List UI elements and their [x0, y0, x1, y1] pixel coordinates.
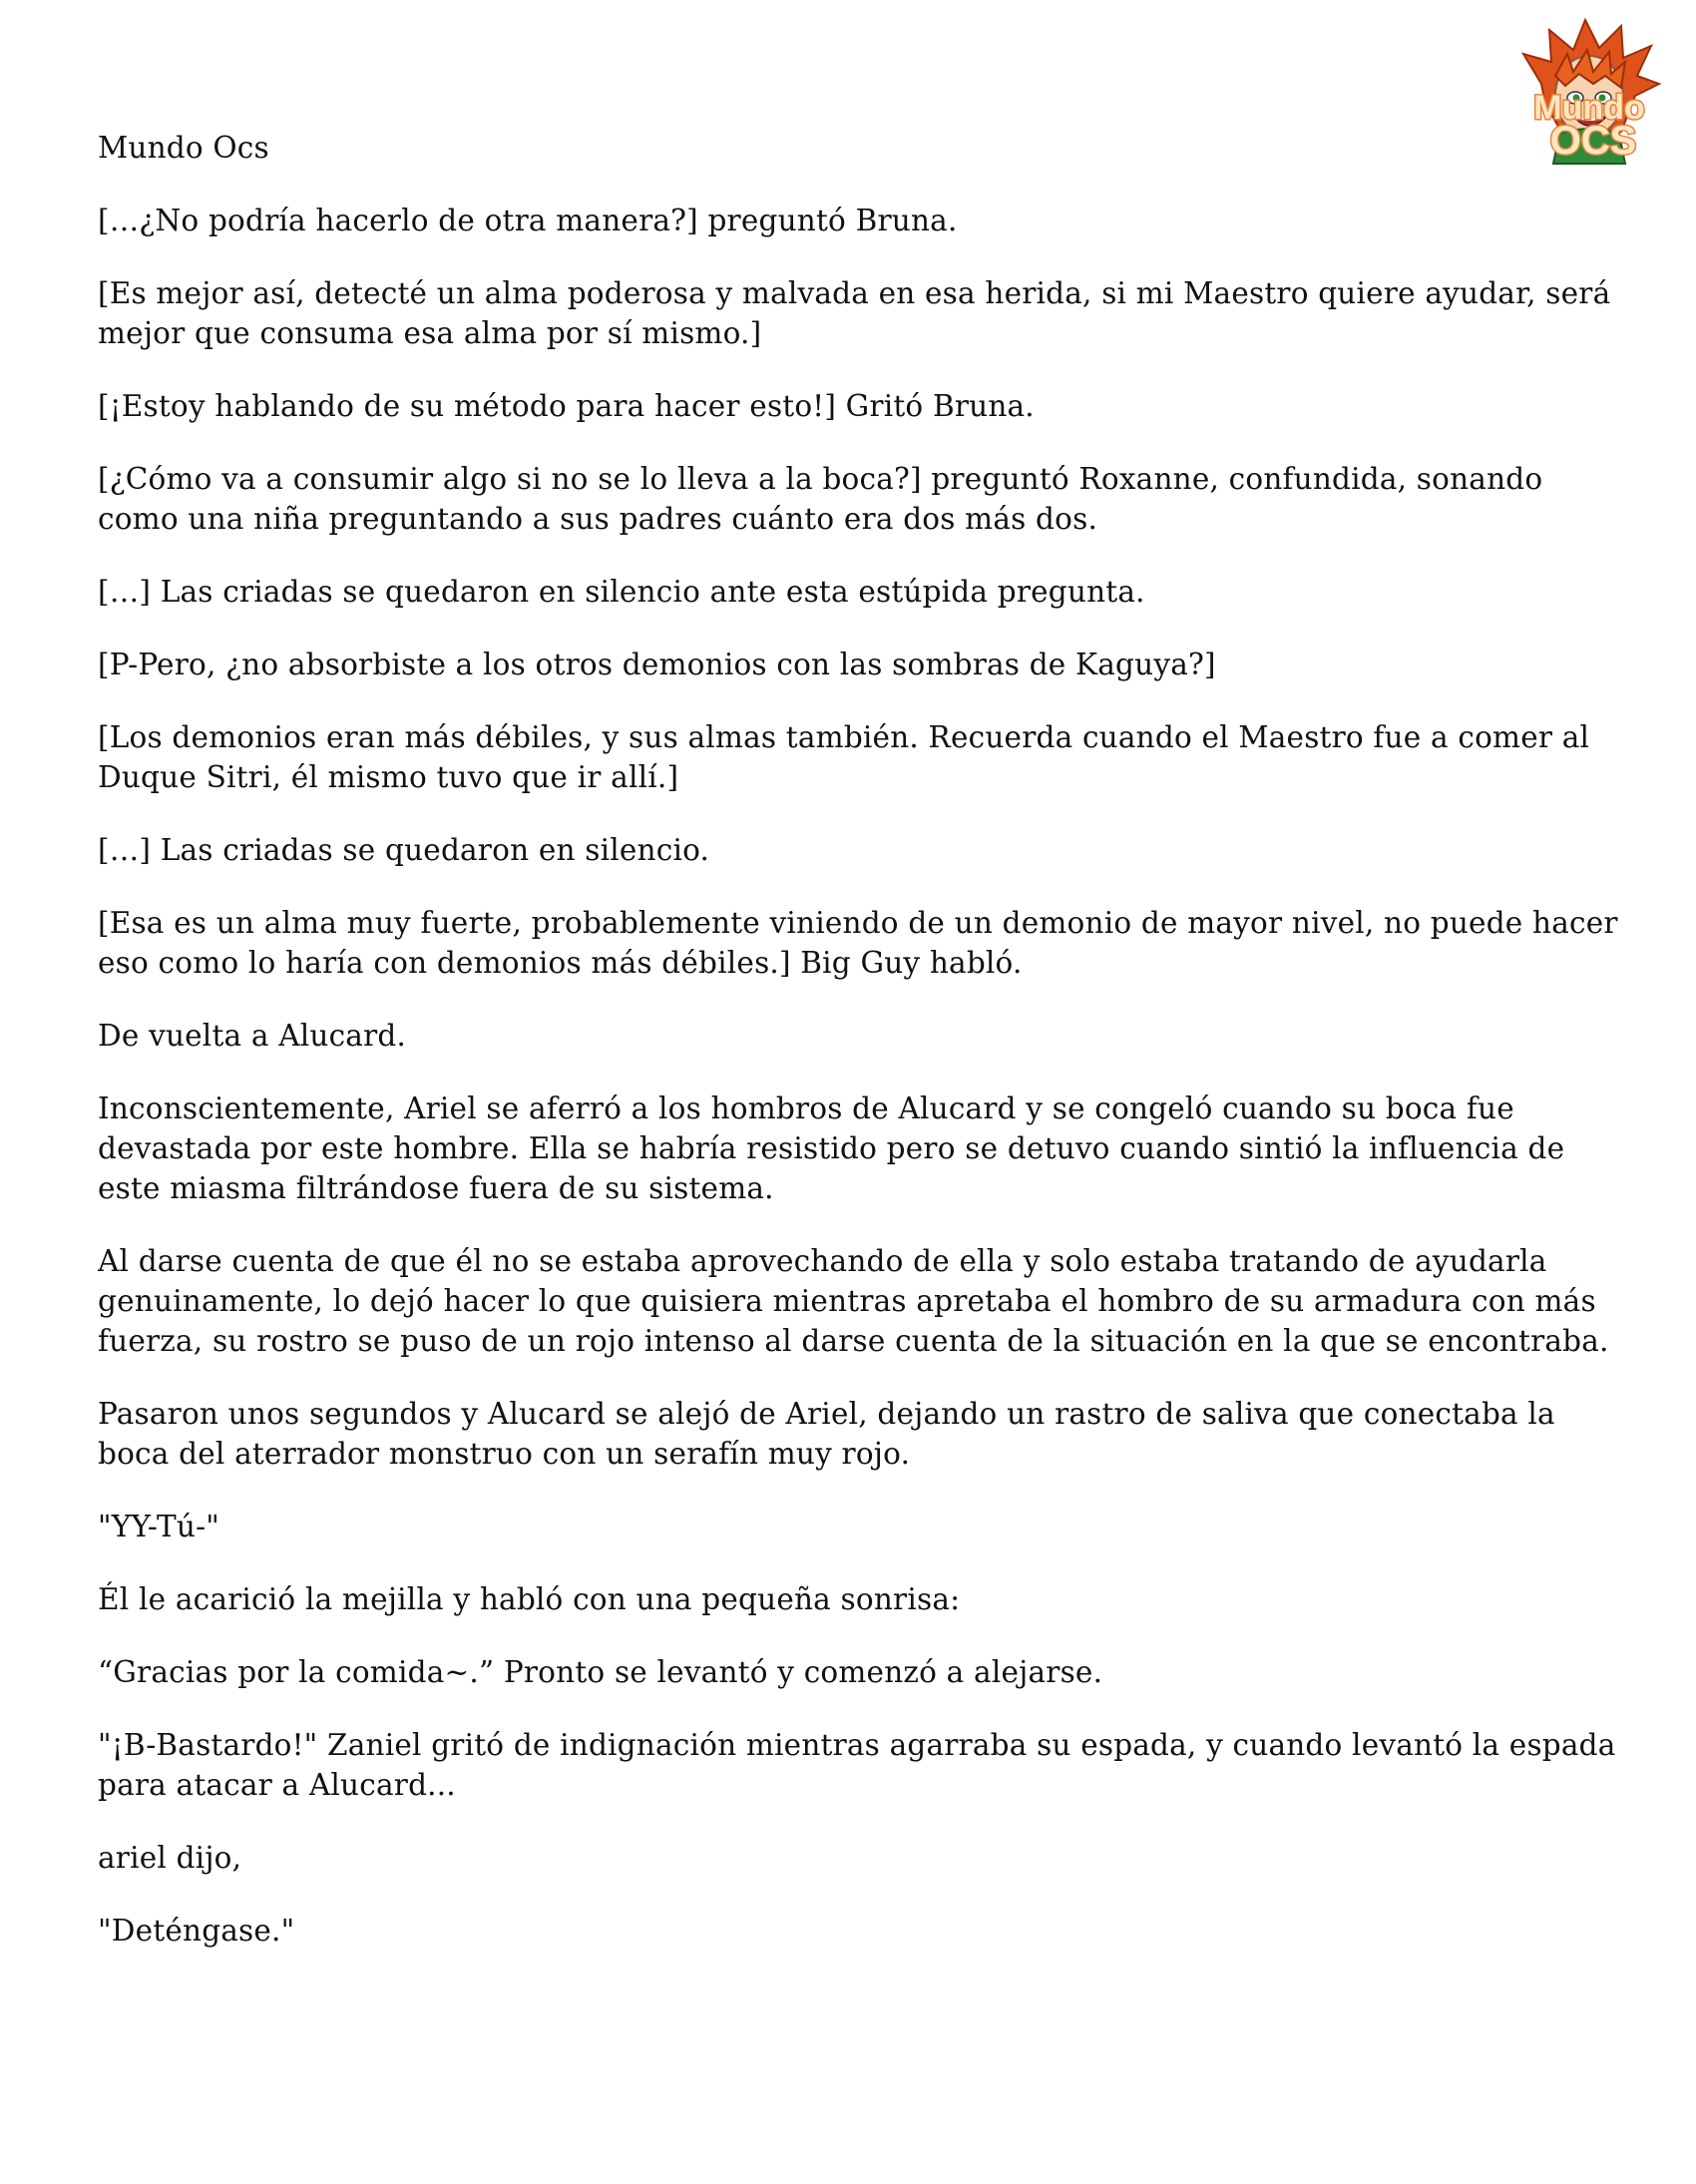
paragraph: [Es mejor así, detecté un alma poderosa y malvada en esa herida, si mi Maestro quiere ayudar, será mejor que consuma esa alma por sí mismo.]	[98, 276, 1611, 350]
paragraph: […] Las criadas se quedaron en silencio ante esta estúpida pregunta.	[98, 575, 1145, 609]
paragraph: “Gracias por la comida~.” Pronto se levantó y comenzó a alejarse.	[98, 1655, 1103, 1689]
paragraph: […¿No podría hacerlo de otra manera?] preguntó Bruna.	[98, 204, 958, 237]
paragraph: [Esa es un alma muy fuerte, probablemente viniendo de un demonio de mayor nivel, no puede hacer eso como lo haría con demonios más débiles.] Big Guy habló.	[98, 906, 1618, 980]
svg-text:Mundo: Mundo	[1533, 89, 1645, 127]
paragraph: De vuelta a Alucard.	[98, 1019, 407, 1053]
paragraph: Inconscientemente, Ariel se aferró a los hombros de Alucard y se congeló cuando su boca fue devastada por este hombre. Ella se habría resistido pero se detuvo cuando sintió la influencia de este miasma filtrándose fuera de su sistema.	[98, 1092, 1565, 1205]
paragraph: […] Las criadas se quedaron en silencio.	[98, 833, 710, 867]
paragraph: [Los demonios eran más débiles, y sus almas también. Recuerda cuando el Maestro fue a comer al Duque Sitri, él mismo tuvo que ir allí.]	[98, 720, 1590, 794]
document-title: Mundo Ocs	[98, 131, 269, 165]
paragraph: Pasaron unos segundos y Alucard se alejó de Ariel, dejando un rastro de saliva que conectaba la boca del aterrador monstruo con un serafín muy rojo.	[98, 1397, 1555, 1471]
paragraph: Él le acarició la mejilla y habló con una pequeña sonrisa:	[98, 1582, 961, 1616]
document-body	[98, 128, 1629, 1983]
paragraph: [P-Pero, ¿no absorbiste a los otros demonios con las sombras de Kaguya?]	[98, 648, 1216, 681]
paragraph: "¡B-Bastardo!" Zaniel gritó de indignación mientras agarraba su espada, y cuando levantó la espada para atacar a Alucard...	[98, 1728, 1616, 1802]
paragraph: "Deténgase."	[98, 1914, 295, 1948]
svg-text:OCS: OCS	[1549, 119, 1637, 163]
paragraph: "YY-Tú-"	[98, 1510, 220, 1543]
paragraph: [¿Cómo va a consumir algo si no se lo lleva a la boca?] preguntó Roxanne, confundida, sonando como una niña preguntando a sus padres cuánto era dos más dos.	[98, 462, 1543, 536]
paragraph: Al darse cuenta de que él no se estaba aprovechando de ella y solo estaba tratando de ayudarla genuinamente, lo dejó hacer lo que quisiera mientras apretaba el hombro de su armadura con más fuerza, su rostro se puso de un rojo intenso al darse cuenta de la situación en la que se encontraba.	[98, 1244, 1609, 1358]
paragraph: ariel dijo,	[98, 1841, 242, 1875]
paragraph: [¡Estoy hablando de su método para hacer esto!] Gritó Bruna.	[98, 389, 1035, 423]
